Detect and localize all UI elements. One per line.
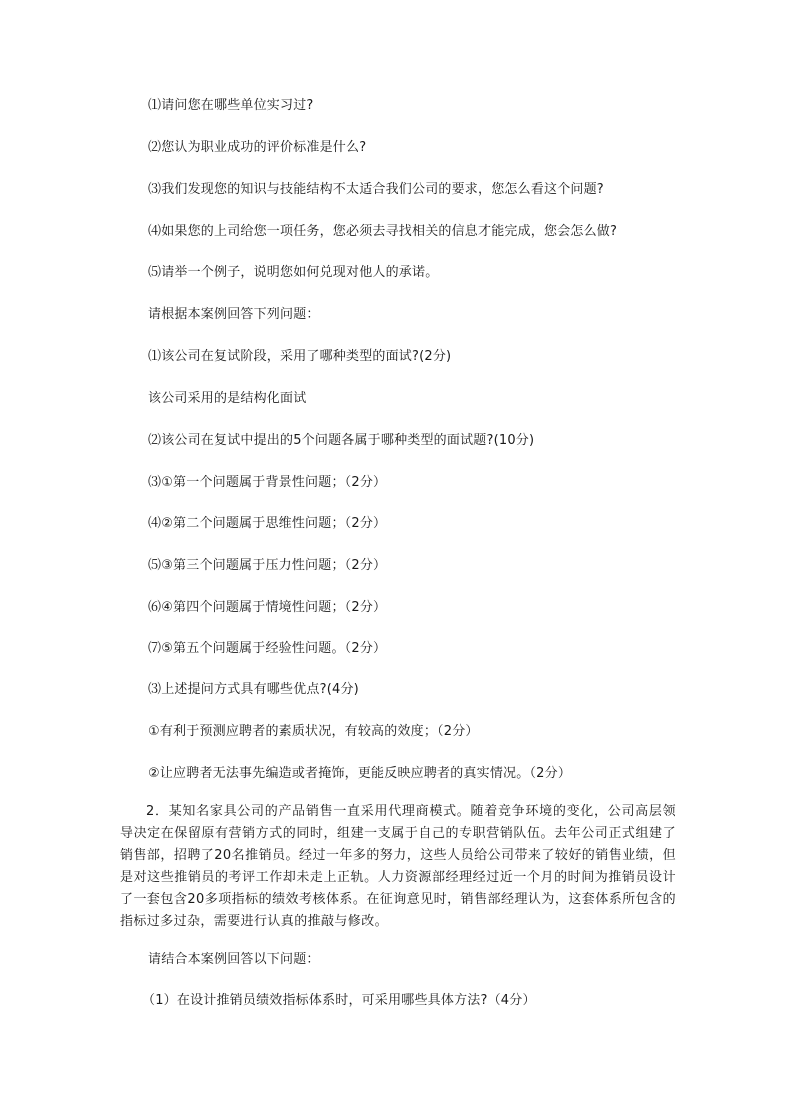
- interview-question-5: ⑸请举一个例子，说明您如何兑现对他人的承诺。: [148, 265, 439, 280]
- advantage-2: ②让应聘者无法事先编造或者掩饰，更能反映应聘者的真实情况。（2分）: [148, 766, 572, 781]
- answer-question-1: ⑴该公司在复试阶段，采用了哪种类型的面试?(2分): [148, 349, 452, 364]
- answer-item-3: ⑸③第三个问题属于压力性问题；（2分）: [148, 558, 387, 573]
- answer-item-5: ⑺⑤第五个问题属于经验性问题。（2分）: [148, 641, 387, 656]
- case-2-paragraph: 2．某知名家具公司的产品销售一直采用代理商模式。随着竞争环境的变化，公司高层领导决定在保留原有营销方式的同时，组建一支属于自己的专职营销队伍。去年公司正式组建了销售部，招聘了20名推销员。经过一年多的努力，这些人员给公司带来了较好的销售业绩，但是对这些推销员的考评工作却未走上正轨。人力资源部经理经过近一个月的时间为推销员设计了一套包含20多项指标的绩效考核体系。在征询意见时，销售部经理认为，这套体系所包含的指标过多过杂，需要进行认真的推敲与修改。: [120, 804, 676, 929]
- answer-item-4: ⑹④第四个问题属于情境性问题；（2分）: [148, 600, 387, 615]
- case-2-question-1: （1）在设计推销员绩效指标体系时，可采用哪些具体方法?（4分）: [142, 993, 536, 1008]
- case-prompt: 请根据本案例回答下列问题：: [148, 307, 320, 322]
- interview-question-1: ⑴请问您在哪些单位实习过?: [148, 98, 314, 113]
- answer-question-3: ⑶上述提问方式具有哪些优点?(4分): [148, 682, 359, 697]
- interview-question-3: ⑶我们发现您的知识与技能结构不太适合我们公司的要求，您怎么看这个问题?: [148, 182, 604, 197]
- interview-question-4: ⑷如果您的上司给您一项任务，您必须去寻找相关的信息才能完成，您会怎么做?: [148, 224, 618, 239]
- interview-question-2: ⑵您认为职业成功的评价标准是什么?: [148, 140, 367, 155]
- advantage-1: ①有利于预测应聘者的素质状况，有较高的效度；（2分）: [148, 724, 479, 739]
- answer-question-2: ⑵该公司在复试中提出的5个问题各属于哪种类型的面试题?(10分): [148, 433, 535, 448]
- answer-item-2: ⑷②第二个问题属于思维性问题；（2分）: [148, 516, 387, 531]
- answer-text-1: 该公司采用的是结构化面试: [148, 391, 307, 406]
- answer-item-1: ⑶①第一个问题属于背景性问题；（2分）: [148, 475, 387, 490]
- case-2-prompt: 请结合本案例回答以下问题：: [148, 952, 320, 967]
